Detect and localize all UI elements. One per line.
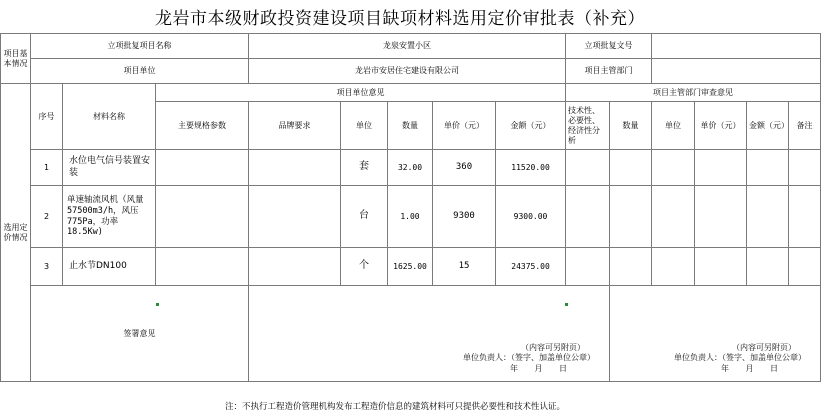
project-info-section-label: 项目基本情况 bbox=[1, 34, 31, 84]
row-spec bbox=[156, 248, 249, 286]
table-row bbox=[1, 248, 821, 286]
row-tech-eval bbox=[566, 248, 610, 286]
project-name-row bbox=[1, 34, 821, 59]
approval-no-value bbox=[652, 34, 821, 59]
form-title: 龙岩市本级财政投资建设项目缺项材料选用定价审批表（补充） bbox=[155, 9, 645, 29]
row-dept-price bbox=[695, 186, 747, 248]
approval-name-value: 龙泉安置小区 bbox=[249, 34, 566, 59]
project-unit-row bbox=[1, 59, 821, 84]
row-seq: 2 bbox=[31, 186, 63, 248]
amount-header: 金额（元） bbox=[496, 102, 566, 150]
row-dept-qty bbox=[610, 186, 652, 248]
dept-sign-line3: 年 月 日 bbox=[720, 364, 779, 374]
row-tech-eval bbox=[566, 150, 610, 186]
row-unit: 个 bbox=[341, 248, 388, 286]
row-brand bbox=[249, 248, 341, 286]
row-qty: 1625.00 bbox=[388, 248, 433, 286]
row-dept-unit bbox=[652, 150, 695, 186]
dept-qty-header: 数量 bbox=[610, 102, 652, 150]
unit-sign-line1: （内容可另附页） bbox=[521, 342, 586, 352]
tech-eval-header: 技术性、必要性、经济性分析 bbox=[566, 102, 610, 150]
row-dept-unit bbox=[652, 248, 695, 286]
approval-no-label: 立项批复文号 bbox=[566, 34, 652, 59]
approval-name-label: 立项批复项目名称 bbox=[31, 34, 249, 59]
row-dept-amount bbox=[747, 150, 789, 186]
row-remark bbox=[789, 186, 821, 248]
table-row bbox=[1, 186, 821, 248]
row-amount: 9300.00 bbox=[496, 186, 566, 248]
price-header: 单价（元） bbox=[433, 102, 496, 150]
dept-sign-line1: （内容可另附页） bbox=[732, 342, 797, 352]
dept-value bbox=[652, 59, 821, 84]
row-spec bbox=[156, 150, 249, 186]
row-unit: 套 bbox=[341, 150, 388, 186]
table-row bbox=[1, 150, 821, 186]
row-material: 止水节DN100 bbox=[63, 248, 156, 286]
footer-note: 注：不执行工程造价管理机构发布工程造价信息的建筑材料可只提供必要性和技术性认证。 bbox=[224, 402, 565, 412]
row-material: 单速轴流风机（风量57500m3/h，风压775Pa，功率18.5Kw) bbox=[63, 186, 156, 248]
pricing-section-label: 选用定价情况 bbox=[1, 84, 31, 382]
row-qty: 32.00 bbox=[388, 150, 433, 186]
row-amount: 24375.00 bbox=[496, 248, 566, 286]
row-dept-amount bbox=[747, 186, 789, 248]
row-remark bbox=[789, 150, 821, 186]
sign-label: 签署意见 bbox=[31, 286, 249, 382]
row-dept-qty bbox=[610, 248, 652, 286]
row-dept-unit bbox=[652, 186, 695, 248]
approval-table bbox=[0, 33, 821, 382]
brand-header: 品牌要求 bbox=[249, 102, 341, 150]
row-seq: 1 bbox=[31, 150, 63, 186]
row-dept-qty bbox=[610, 150, 652, 186]
unit-sign-line3: 年 月 日 bbox=[509, 364, 568, 374]
cell-marker bbox=[156, 303, 159, 306]
remark-header: 备注 bbox=[789, 102, 821, 150]
row-brand bbox=[249, 186, 341, 248]
material-header: 材料名称 bbox=[63, 84, 156, 150]
row-dept-price bbox=[695, 150, 747, 186]
unit-header: 单位 bbox=[341, 102, 388, 150]
row-qty: 1.00 bbox=[388, 186, 433, 248]
row-amount: 11520.00 bbox=[496, 150, 566, 186]
signature-row bbox=[1, 286, 821, 382]
seq-header: 序号 bbox=[31, 84, 63, 150]
project-unit-value: 龙岩市安居住宅建设有限公司 bbox=[249, 59, 566, 84]
project-unit-label: 项目单位 bbox=[31, 59, 249, 84]
row-material: 水位电气信号装置安装 bbox=[63, 150, 156, 186]
dept-opinion-header: 项目主管部门审查意见 bbox=[566, 84, 821, 102]
row-tech-eval bbox=[566, 186, 610, 248]
row-spec bbox=[156, 186, 249, 248]
dept-amount-header: 金额（元） bbox=[747, 102, 789, 150]
row-price: 9300 bbox=[433, 186, 496, 248]
dept-signature-block bbox=[610, 286, 821, 382]
row-dept-price bbox=[695, 248, 747, 286]
unit-sign-line2: 单位负责人：（签字、加盖单位公章） bbox=[463, 353, 596, 363]
spec-header: 主要规格参数 bbox=[156, 102, 249, 150]
unit-signature-block bbox=[249, 286, 610, 382]
qty-header: 数量 bbox=[388, 102, 433, 150]
dept-price-header: 单价（元） bbox=[695, 102, 747, 150]
row-price: 15 bbox=[433, 248, 496, 286]
row-brand bbox=[249, 150, 341, 186]
row-seq: 3 bbox=[31, 248, 63, 286]
dept-sign-line2: 单位负责人：（签字、加盖单位公章） bbox=[674, 353, 807, 363]
row-remark bbox=[789, 248, 821, 286]
opinion-header-row bbox=[1, 84, 821, 102]
row-price: 360 bbox=[433, 150, 496, 186]
cell-marker bbox=[565, 303, 568, 306]
dept-unit-header: 单位 bbox=[652, 102, 695, 150]
unit-opinion-header: 项目单位意见 bbox=[156, 84, 566, 102]
row-dept-amount bbox=[747, 248, 789, 286]
dept-label: 项目主管部门 bbox=[566, 59, 652, 84]
row-unit: 台 bbox=[341, 186, 388, 248]
